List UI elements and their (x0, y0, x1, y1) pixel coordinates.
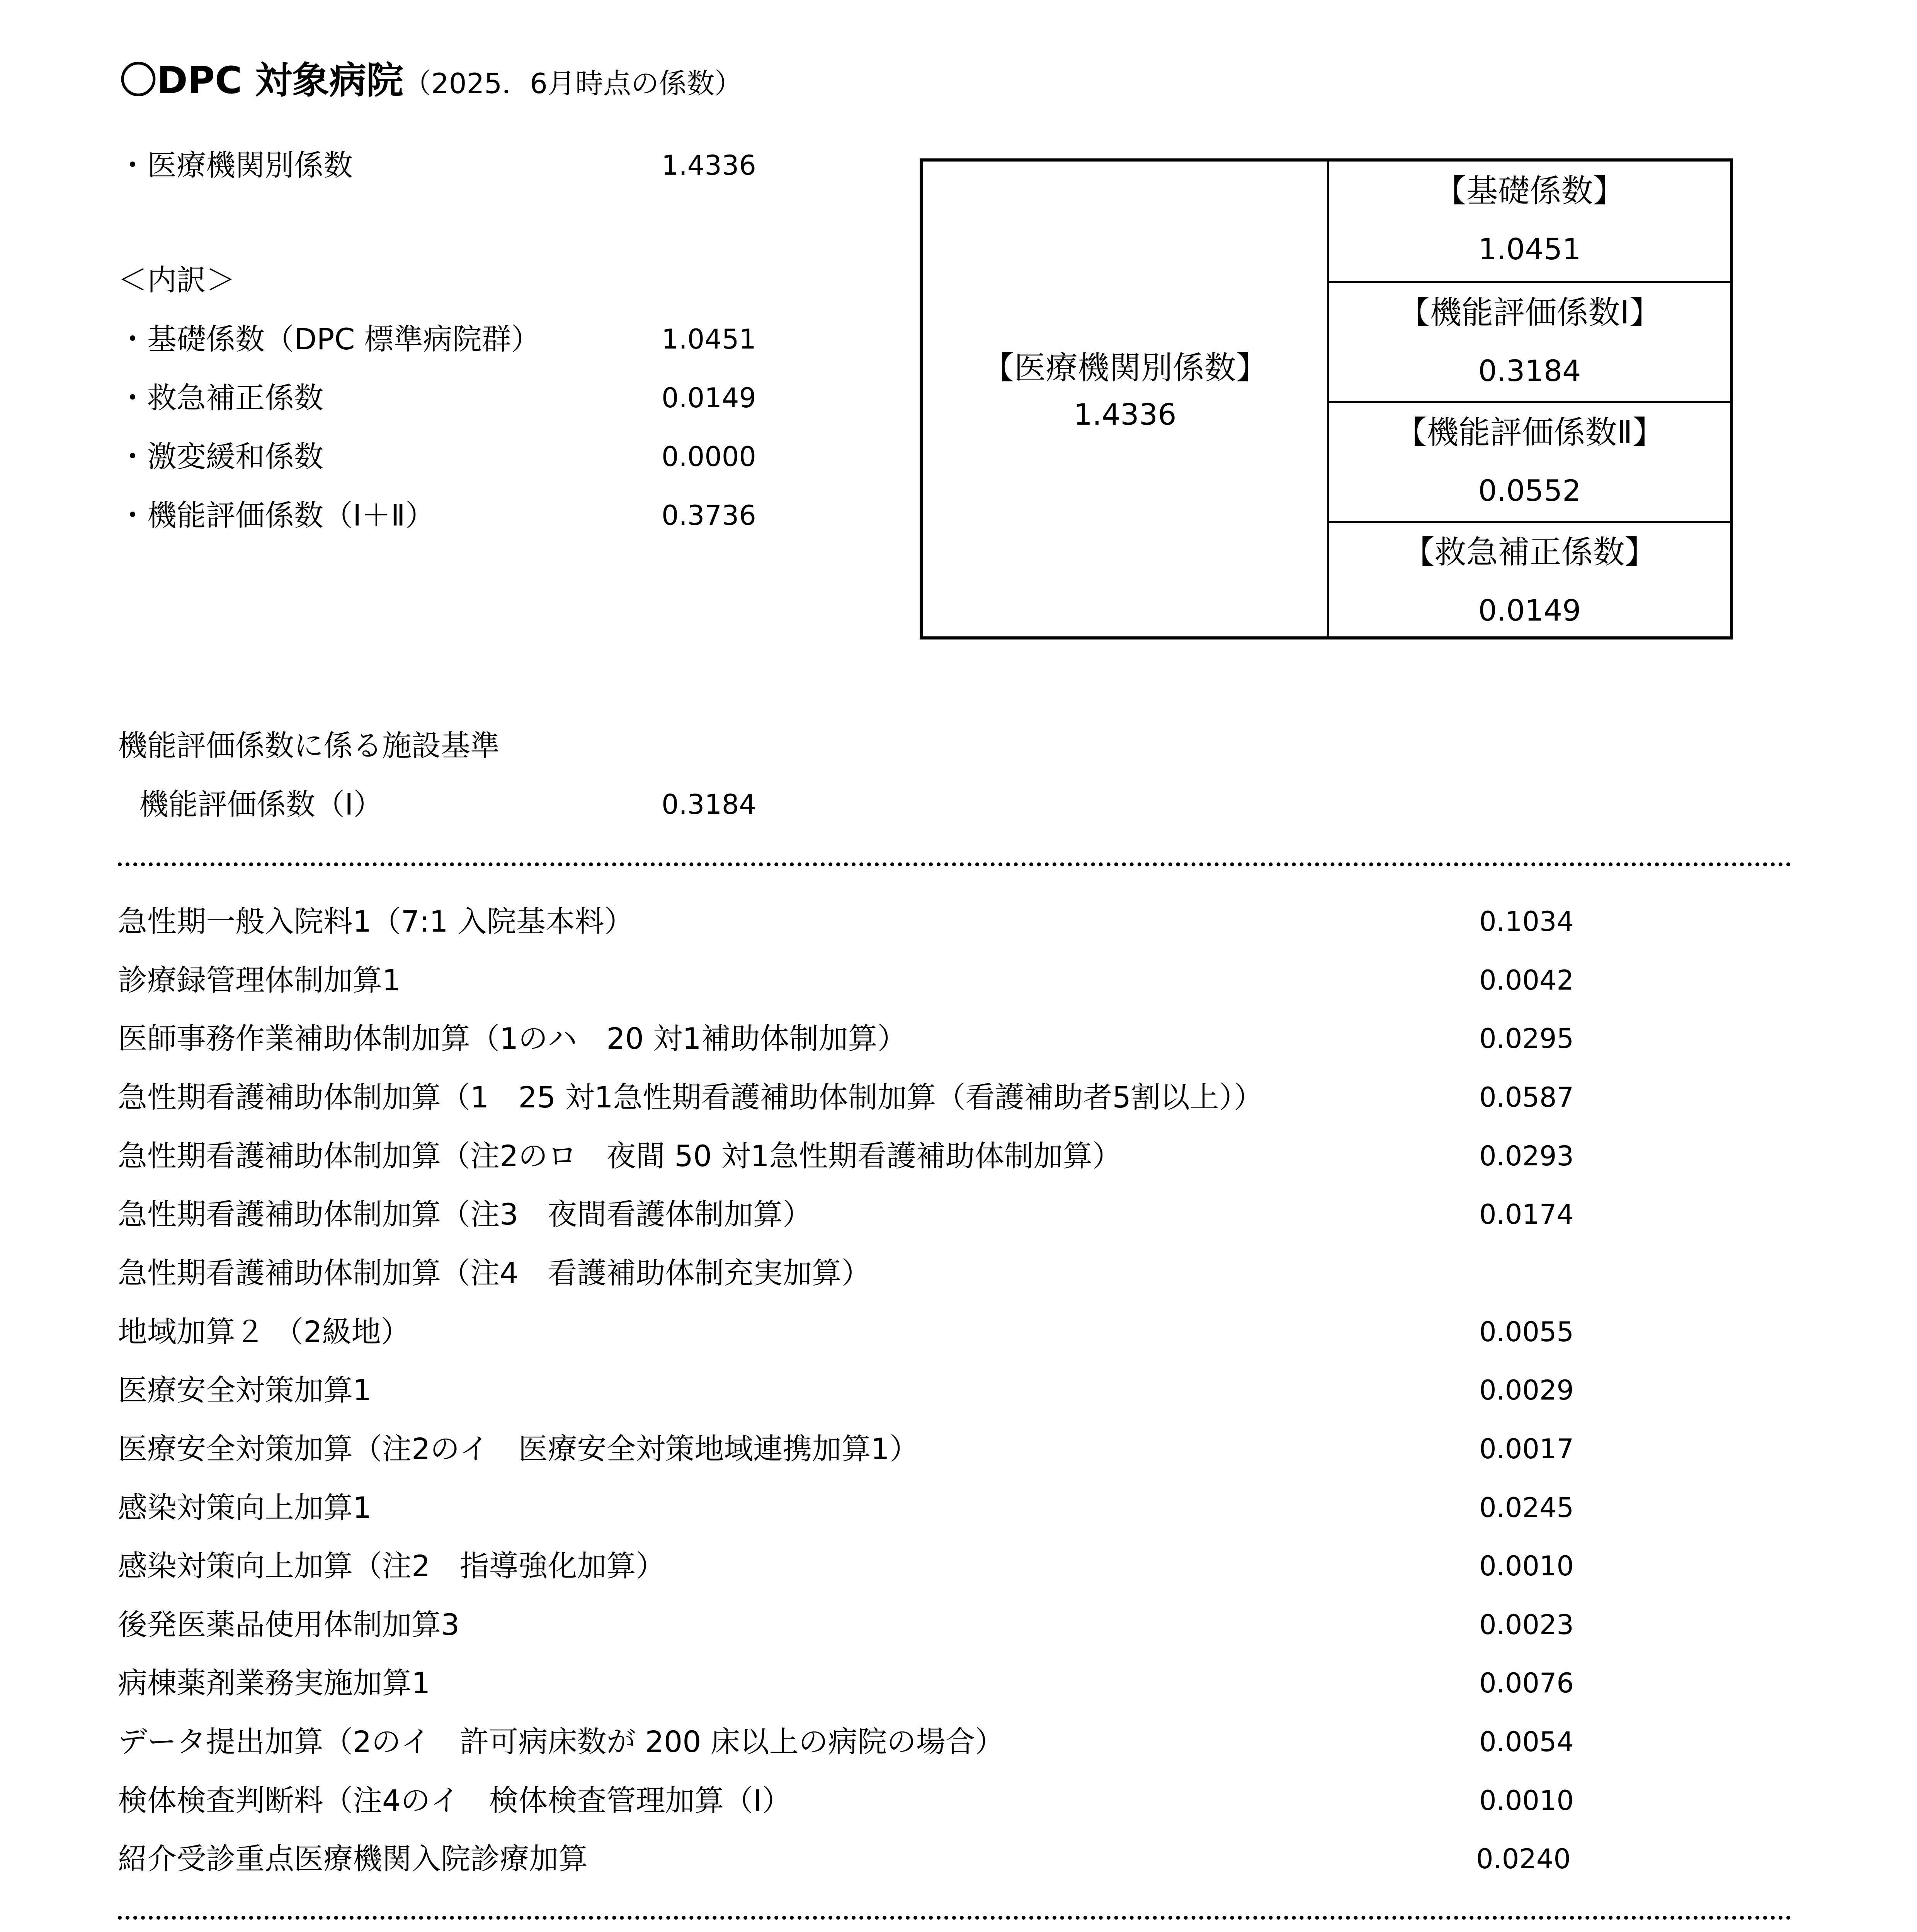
cell-label: 【基礎係数】 (1434, 173, 1625, 209)
facility-standard-heading: 機能評価係数に係る施設基準 (118, 728, 500, 763)
cell-value: 0.0149 (1478, 593, 1581, 628)
row-label: 検体検査判断料（注4のイ 検体検査管理加算（Ⅰ） (118, 1783, 791, 1818)
coefficient-table-main-cell (923, 162, 1329, 636)
row-label: 病棟薬剤業務実施加算1 (118, 1666, 430, 1700)
row-value: 0.0029 (1479, 1374, 1574, 1406)
row-value: 0.0010 (1479, 1785, 1574, 1816)
row-label: 診療録管理体制加算1 (118, 963, 401, 997)
row-value: 0.0010 (1479, 1550, 1574, 1582)
total-coefficient-value: 1.4336 (662, 150, 756, 181)
coefficient-table-cell (1329, 162, 1730, 281)
row-label: 急性期看護補助体制加算（注4 看護補助体制充実加算） (118, 1256, 871, 1290)
coefficient-table-cell (1329, 521, 1730, 636)
row-value: 0.0245 (1479, 1492, 1574, 1524)
cell-label: 【機能評価係数Ⅰ】 (1398, 294, 1661, 331)
dotted-divider (118, 862, 1791, 866)
page-title (120, 57, 742, 107)
main-cell-label: 【医療機関別係数】 (982, 350, 1268, 386)
row-label: 急性期看護補助体制加算（注3 夜間看護体制加算） (118, 1197, 812, 1231)
breakdown-item-value: 0.0000 (662, 441, 756, 473)
row-value: 0.0055 (1479, 1316, 1574, 1348)
row-value: 0.0295 (1479, 1023, 1574, 1054)
coefficient-table (920, 158, 1733, 639)
row-label: データ提出加算（2のイ 許可病床数が 200 床以上の病院の場合） (118, 1725, 1004, 1759)
row-label: 後発医薬品使用体制加算3 (118, 1607, 460, 1642)
row-value: 0.0240 (1476, 1843, 1571, 1875)
row-value: 0.0076 (1479, 1667, 1574, 1699)
row-label: 感染対策向上加算（注2 指導強化加算） (118, 1549, 665, 1583)
breakdown-heading: ＜内訳＞ (118, 263, 235, 297)
breakdown-item-value: 0.3736 (662, 500, 756, 531)
row-value: 0.0054 (1479, 1726, 1574, 1758)
row-label: 医療安全対策加算1 (118, 1373, 372, 1407)
row-value: 0.0587 (1479, 1082, 1574, 1113)
row-label: 医療安全対策加算（注2のイ 医療安全対策地域連携加算1） (118, 1432, 919, 1466)
cell-label: 【救急補正係数】 (1403, 534, 1657, 571)
total-coefficient-label: ・医療機関別係数 (118, 148, 353, 182)
row-label: 急性期看護補助体制加算（注2のロ 夜間 50 対1急性期看護補助体制加算） (118, 1139, 1122, 1173)
facility-sub-label: 機能評価係数（Ⅰ） (139, 787, 383, 821)
row-label: 急性期一般入院料1（7:1 入院基本料） (118, 904, 634, 939)
breakdown-item-value: 0.0149 (662, 382, 756, 414)
row-value: 0.0174 (1479, 1199, 1574, 1230)
title-text: 〇DPC 対象病院 (120, 59, 403, 102)
breakdown-item-value: 1.0451 (662, 323, 756, 355)
coefficient-table-cell (1329, 401, 1730, 521)
cell-value: 0.0552 (1478, 473, 1581, 508)
cell-value: 1.0451 (1478, 232, 1581, 266)
breakdown-item-label: ・救急補正係数 (118, 381, 323, 415)
main-cell-value: 1.4336 (1073, 397, 1177, 432)
title-date-note: （2025．6月時点の係数） (403, 67, 742, 100)
dotted-divider (118, 1916, 1791, 1920)
row-value: 0.1034 (1479, 906, 1574, 937)
breakdown-item-label: ・機能評価係数（Ⅰ＋Ⅱ） (118, 498, 435, 532)
row-label: 急性期看護補助体制加算（1 25 対1急性期看護補助体制加算（看護補助者5割以上）） (118, 1080, 1263, 1114)
breakdown-item-label: ・激変緩和係数 (118, 439, 323, 474)
cell-label: 【機能評価係数Ⅱ】 (1395, 414, 1664, 451)
breakdown-item-label: ・基礎係数（DPC 標準病院群） (118, 322, 541, 356)
row-value: 0.0017 (1479, 1433, 1574, 1465)
coefficient-table-cell (1329, 281, 1730, 401)
row-label: 医師事務作業補助体制加算（1のハ 20 対1補助体制加算） (118, 1021, 907, 1056)
row-value: 0.0023 (1479, 1609, 1574, 1641)
row-label: 感染対策向上加算1 (118, 1490, 372, 1525)
row-value: 0.0293 (1479, 1140, 1574, 1172)
row-label: 紹介受診重点医療機関入院診療加算 (118, 1842, 588, 1876)
row-value: 0.0042 (1479, 964, 1574, 996)
row-label: 地域加算２ （2級地） (118, 1315, 410, 1349)
facility-sub-value: 0.3184 (662, 789, 756, 820)
cell-value: 0.3184 (1478, 354, 1581, 388)
